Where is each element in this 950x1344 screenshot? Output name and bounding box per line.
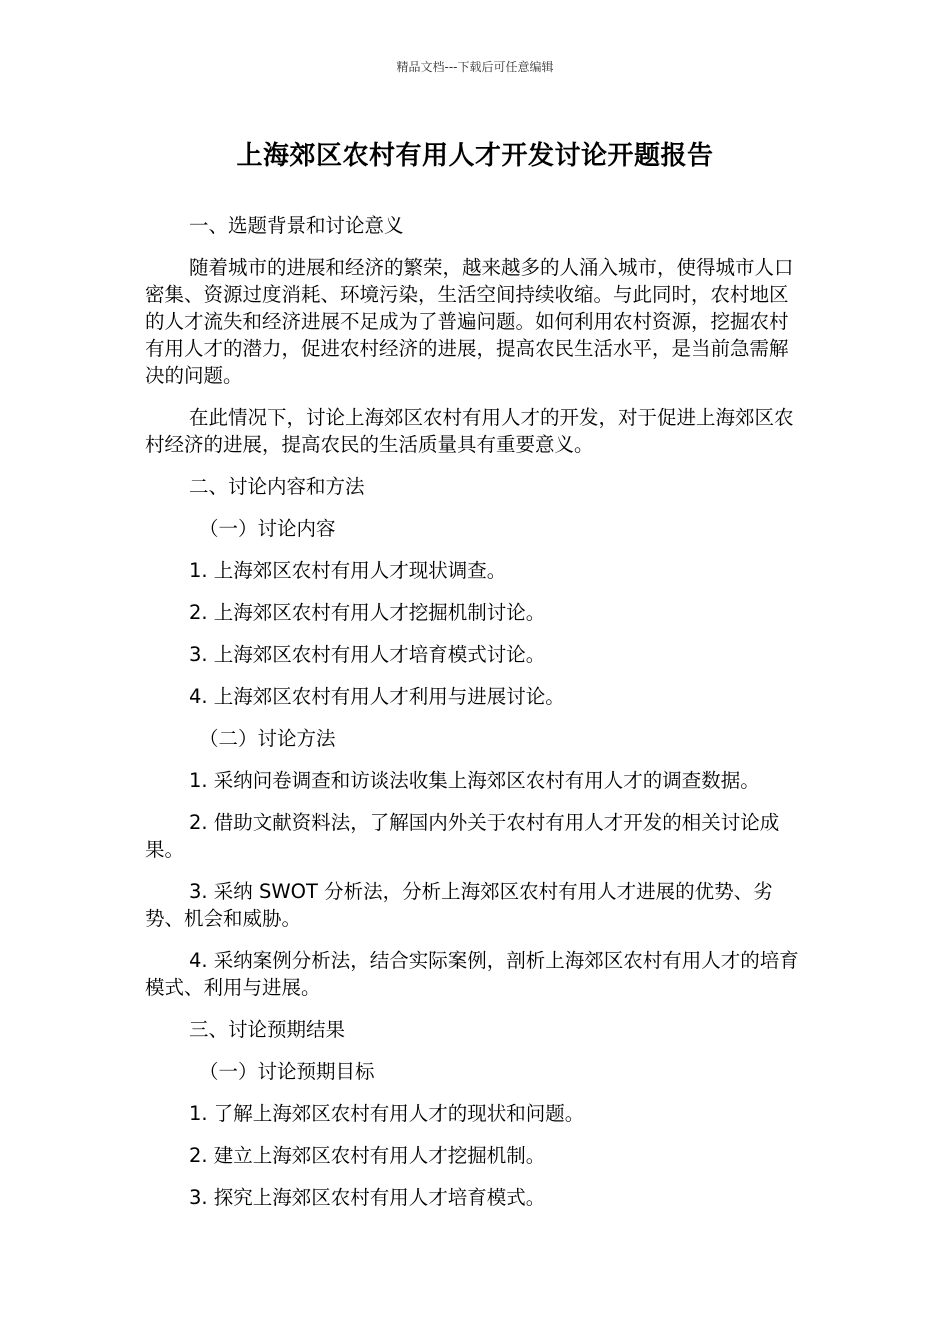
body-paragraph: 在此情况下，讨论上海郊区农村有用人才的开发，对于促进上海郊区农村经济的进展，提高农民的生活质量具有重要意义。 <box>145 406 794 456</box>
subsection-heading: （二）讨论方法 <box>199 727 336 750</box>
subsection-heading: （一）讨论内容 <box>199 517 336 540</box>
list-item: 2. 借助文献资料法，了解国内外关于农村有用人才开发的相关讨论成果。 <box>145 811 780 861</box>
body-paragraph: 随着城市的进展和经济的繁荣，越来越多的人涌入城市，使得城市人口密集、资源过度消耗、环境污染，生活空间持续收缩。与此同时，农村地区的人才流失和经济进展不足成为了普遍问题。如何利用农村资源，挖掘农村有用人才的潜力，促进农村经济的进展，提高农民生活水平，是当前急需解决的问题。 <box>145 256 794 387</box>
section-heading: 三、讨论预期结果 <box>189 1018 346 1041</box>
document-body <box>145 212 807 1226</box>
list-item: 4. 采纳案例分析法，结合实际案例，剖析上海郊区农村有用人才的培育模式、利用与进展。 <box>145 949 799 999</box>
page-header: 精品文档---下载后可任意编辑 <box>396 60 554 74</box>
list-item: 2. 上海郊区农村有用人才挖掘机制讨论。 <box>189 601 546 624</box>
subsection-heading: （一）讨论预期目标 <box>199 1060 375 1083</box>
list-item: 4. 上海郊区农村有用人才利用与进展讨论。 <box>189 685 565 708</box>
section-heading: 二、讨论内容和方法 <box>189 475 365 498</box>
list-item: 3. 上海郊区农村有用人才培育模式讨论。 <box>189 643 546 666</box>
list-item: 1. 了解上海郊区农村有用人才的现状和问题。 <box>189 1102 585 1125</box>
list-item: 1. 采纳问卷调查和访谈法收集上海郊区农村有用人才的调查数据。 <box>189 769 760 792</box>
section-heading: 一、选题背景和讨论意义 <box>189 214 404 237</box>
list-item: 3. 探究上海郊区农村有用人才培育模式。 <box>189 1186 546 1209</box>
list-item: 1. 上海郊区农村有用人才现状调查。 <box>189 559 507 582</box>
list-item: 2. 建立上海郊区农村有用人才挖掘机制。 <box>189 1144 546 1167</box>
document-title: 上海郊区农村有用人才开发讨论开题报告 <box>236 141 714 171</box>
list-item: 3. 采纳 SWOT 分析法，分析上海郊区农村有用人才进展的优势、劣势、机会和威胁。 <box>145 880 773 930</box>
